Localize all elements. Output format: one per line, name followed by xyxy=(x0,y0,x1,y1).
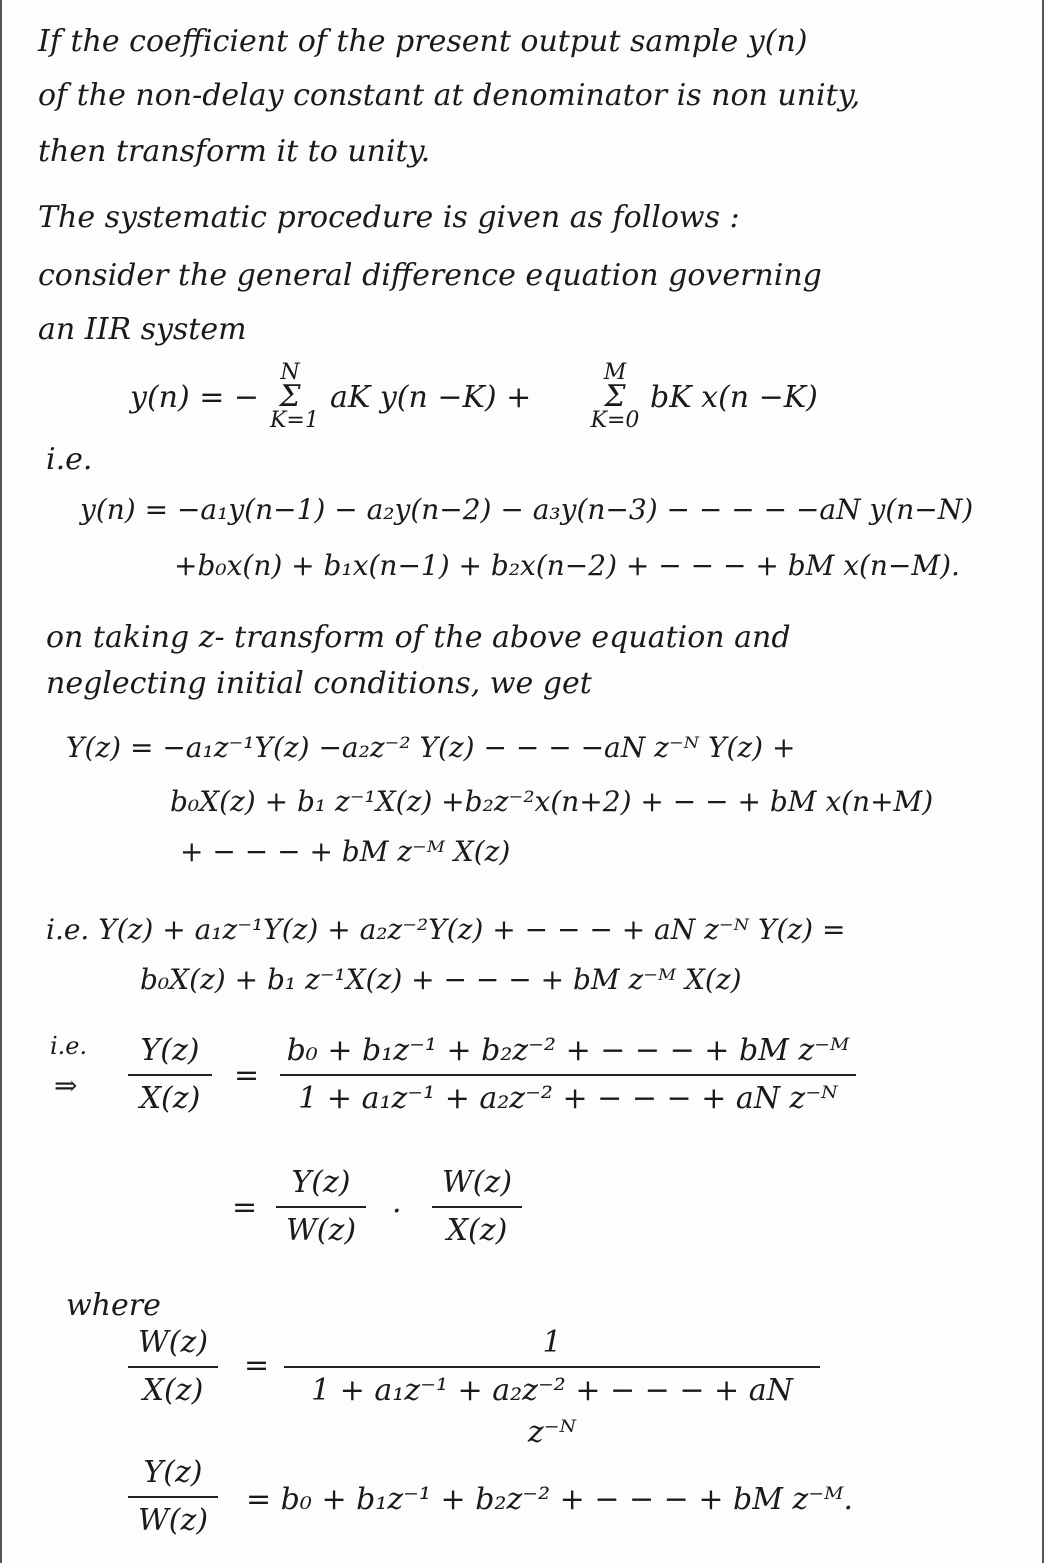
eq-ie2-line-1: i.e. Y(z) + a₁z⁻¹Y(z) + a₂z⁻²Y(z) + − − − + aN z⁻ᴺ Y(z) = xyxy=(46,913,846,946)
procedure-line-3: an IIR system xyxy=(38,312,247,347)
eq-z-line-1: Y(z) = −a₁z⁻¹Y(z) −a₂z⁻² Y(z) − − − −aN z⁻ᴺ Y(z) + xyxy=(66,731,796,764)
split-f2-denominator: X(z) xyxy=(446,1213,508,1248)
sum-n xyxy=(270,360,319,433)
eq-general-lhs: y(n) = − xyxy=(130,380,260,415)
ztransform-line-1: on taking z- transform of the above equation and xyxy=(46,620,791,655)
fraction-bar xyxy=(128,1366,218,1368)
tf-equals: = xyxy=(234,1058,260,1093)
eq-ie2-line-2: b₀X(z) + b₁ z⁻¹X(z) + − − − + bM z⁻ᴹ X(z) xyxy=(140,963,742,996)
w-rhs-denominator: 1 + a₁z⁻¹ + a₂z⁻² + − − − + aN z⁻ᴺ xyxy=(311,1373,793,1450)
w-lhs-numerator: W(z) xyxy=(137,1325,209,1360)
intro-line-2: of the non-delay constant at denominator is non unity, xyxy=(38,78,861,113)
eq-z-line-2: b₀X(z) + b₁ z⁻¹X(z) +b₂z⁻²x(n+2) + − − + bM x(n+M) xyxy=(170,785,934,818)
eq-expand-line-2: +b₀x(n) + b₁x(n−1) + b₂x(n−2) + − − − + bM x(n−M). xyxy=(174,549,960,582)
split-fraction-2 xyxy=(432,1162,522,1252)
tf-rhs-fraction xyxy=(280,1030,856,1120)
sum-n-top: N xyxy=(280,360,300,385)
eq-expand-line-1: y(n) = −a₁y(n−1) − a₂y(n−2) − a₃y(n−3) − − − − −aN y(n−N) xyxy=(80,493,974,526)
tf-rhs-numerator: b₀ + b₁z⁻¹ + b₂z⁻² + − − − + bM z⁻ᴹ xyxy=(286,1033,850,1068)
sum-m-bottom: K=0 xyxy=(590,408,640,433)
split-fraction-1 xyxy=(276,1162,366,1252)
eq-general-term1: aK y(n −K) + xyxy=(330,380,532,415)
fraction-bar xyxy=(280,1074,856,1076)
fraction-bar xyxy=(276,1206,366,1208)
split-equals: = xyxy=(232,1190,258,1225)
tf-lhs-numerator: Y(z) xyxy=(140,1033,200,1068)
ie-label-1: i.e. xyxy=(46,442,93,477)
tf-rhs-denominator: 1 + a₁z⁻¹ + a₂z⁻² + − − − + aN z⁻ᴺ xyxy=(298,1081,838,1116)
eq-z-line-3: + − − − + bM z⁻ᴹ X(z) xyxy=(180,835,511,868)
fraction-bar xyxy=(432,1206,522,1208)
w-rhs-fraction xyxy=(284,1322,820,1454)
sum-m-top: M xyxy=(603,360,627,385)
tf-ie-label: i.e. xyxy=(50,1032,88,1060)
implies-arrow-icon: ⇒ xyxy=(54,1069,78,1102)
sigma-icon: Σ xyxy=(279,379,301,414)
y-lhs-fraction xyxy=(128,1452,218,1542)
y-lhs-numerator: Y(z) xyxy=(143,1455,203,1490)
w-equals: = xyxy=(244,1348,270,1383)
split-dot: · xyxy=(392,1194,402,1229)
procedure-line-1: The systematic procedure is given as follows : xyxy=(38,200,740,235)
split-f1-numerator: Y(z) xyxy=(291,1165,351,1200)
eq-general-term2: bK x(n −K) xyxy=(650,380,818,415)
fraction-bar xyxy=(284,1366,820,1368)
intro-line-3: then transform it to unity. xyxy=(38,134,431,169)
split-f1-denominator: W(z) xyxy=(285,1213,357,1248)
y-lhs-denominator: W(z) xyxy=(137,1503,209,1538)
intro-line-1: If the coefficient of the present output sample y(n) xyxy=(38,24,808,59)
sigma-icon: Σ xyxy=(604,379,626,414)
tf-lhs-fraction xyxy=(128,1030,212,1120)
ztransform-line-2: neglecting initial conditions, we get xyxy=(46,666,592,701)
fraction-bar xyxy=(128,1074,212,1076)
procedure-line-2: consider the general difference equation governing xyxy=(38,258,822,293)
w-lhs-fraction xyxy=(128,1322,218,1412)
w-rhs-numerator: 1 xyxy=(542,1325,562,1360)
tf-lhs-denominator: X(z) xyxy=(139,1081,201,1116)
sum-m xyxy=(590,362,640,432)
where-label: where xyxy=(66,1288,161,1323)
split-f2-numerator: W(z) xyxy=(441,1165,513,1200)
fraction-bar xyxy=(128,1496,218,1498)
w-lhs-denominator: X(z) xyxy=(142,1373,204,1408)
sum-n-bottom: K=1 xyxy=(270,408,319,433)
y-rhs: = b₀ + b₁z⁻¹ + b₂z⁻² + − − − + bM z⁻ᴹ. xyxy=(246,1482,854,1517)
